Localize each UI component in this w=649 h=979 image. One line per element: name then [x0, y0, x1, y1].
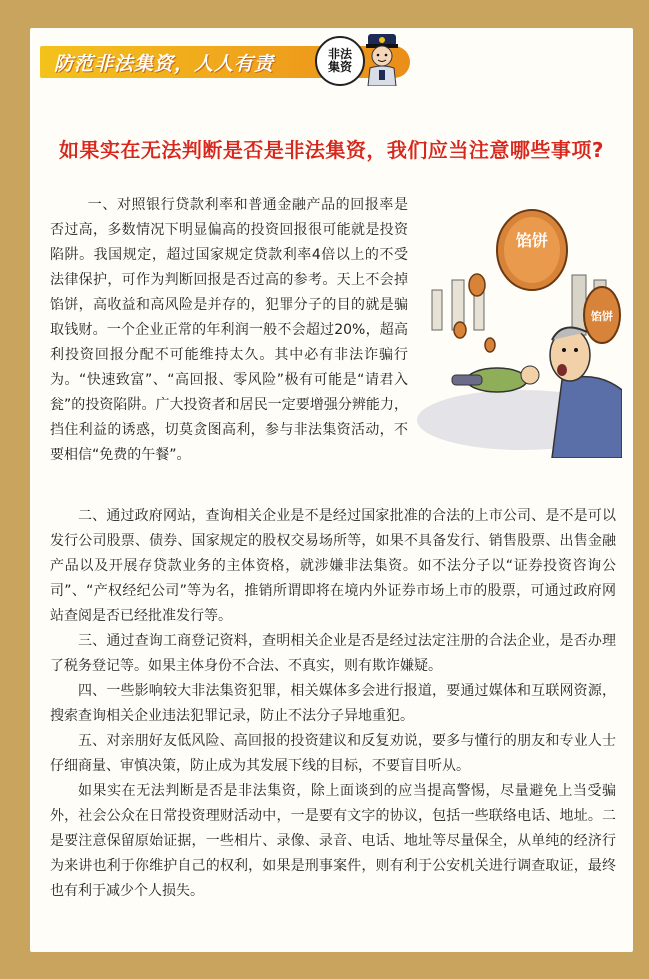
- badge-label: 非法集资: [327, 47, 352, 74]
- coin-second: [584, 287, 620, 343]
- illegal-fundraising-badge: [315, 36, 365, 86]
- poster-page: [30, 28, 633, 952]
- coin-label-side: 馅饼: [591, 310, 613, 323]
- paragraph-1: 一、对照银行贷款利率和普通金融产品的回报率是否过高，多数情况下明显偏高的投资回报很可能就是投资陷阱。我国规定，超过国家规定贷款利率4倍以上的不受法律保护，可作为判断回报是否过高的参考。天上不会掉馅饼，高收益和高风险是并存的，犯罪分子的目的就是骗取钱财。一个企业正常的年利润一般不会超过20%，超高利投资回报分配不可能维持太久。其中必有非法诈骗行为。“快速致富”、“高回报、零风险”极有可能是“请君入瓮”的投资陷阱。广大投资者和居民一定要增强分辨能力，挡住利益的诱惑，切莫贪图高利，参与非法集资活动，不要相信“免费的午餐”。: [50, 197, 408, 463]
- paragraph-2: 二、通过政府网站，查询相关企业是不是经过国家批准的合法的上市公司、是不是可以发行公司股票、债券、国家规定的股权交易场所等，如果不具备发行、销售股票、出售金融产品以及开展存贷款业务的主体资格，就涉嫌非法集资。如不法分子以“证券投资咨询公司”、“产权经纪公司”等为名，推销所谓即将在境内外证券市场上市的股票，可通过政府网站查阅是否已经批准发行等。: [50, 508, 616, 624]
- page-title: 如果实在无法判断是否是非法集资，我们应当注意哪些事项?: [58, 138, 605, 162]
- coin-label-top: 馅饼: [515, 231, 549, 250]
- police-mascot-icon: [360, 32, 404, 86]
- paragraphs-block: [50, 504, 616, 904]
- paragraph-1-block: [50, 193, 408, 468]
- banner-slogan: 防范非法集资，人人有责: [54, 53, 275, 75]
- coin-small: [469, 274, 485, 296]
- paragraph-5: 五、对亲朋好友低风险、高回报的投资建议和反复劝说，要多与懂行的朋友和专业人士仔细商量、审慎决策，防止成为其发展下线的目标，不要盲目听从。: [50, 733, 616, 774]
- coin-small: [485, 338, 495, 352]
- coin-small: [454, 322, 466, 338]
- paragraph-6: 如果实在无法判断是否是非法集资，除上面谈到的应当提高警惕，尽量避免上当受骗外，社会公众在日常投资理财活动中，一是要有文字的协议，包括一些联络电话、地址。二是要注意保留原始证据，一些相片、录像、录音、电话、地址等尽量保全，从单纯的经济行为来讲也利于你维护自己的权利，如果是刑事案件，则有利于公安机关进行调查取证，最终也有利于减少个人损失。: [50, 783, 616, 899]
- paragraph-4: 四、一些影响较大非法集资犯罪，相关媒体多会进行报道，要通过媒体和互联网资源，搜索查询相关企业违法犯罪记录，防止不法分子异地重犯。: [50, 683, 616, 724]
- coin-big: [497, 210, 567, 290]
- falling-pie-coins-illustration: [412, 180, 622, 458]
- paragraph-3: 三、通过查询工商登记资料，查明相关企业是否是经过法定注册的合法企业，是否办理了税务登记等。如果主体身份不合法、不真实，则有欺诈嫌疑。: [50, 633, 616, 674]
